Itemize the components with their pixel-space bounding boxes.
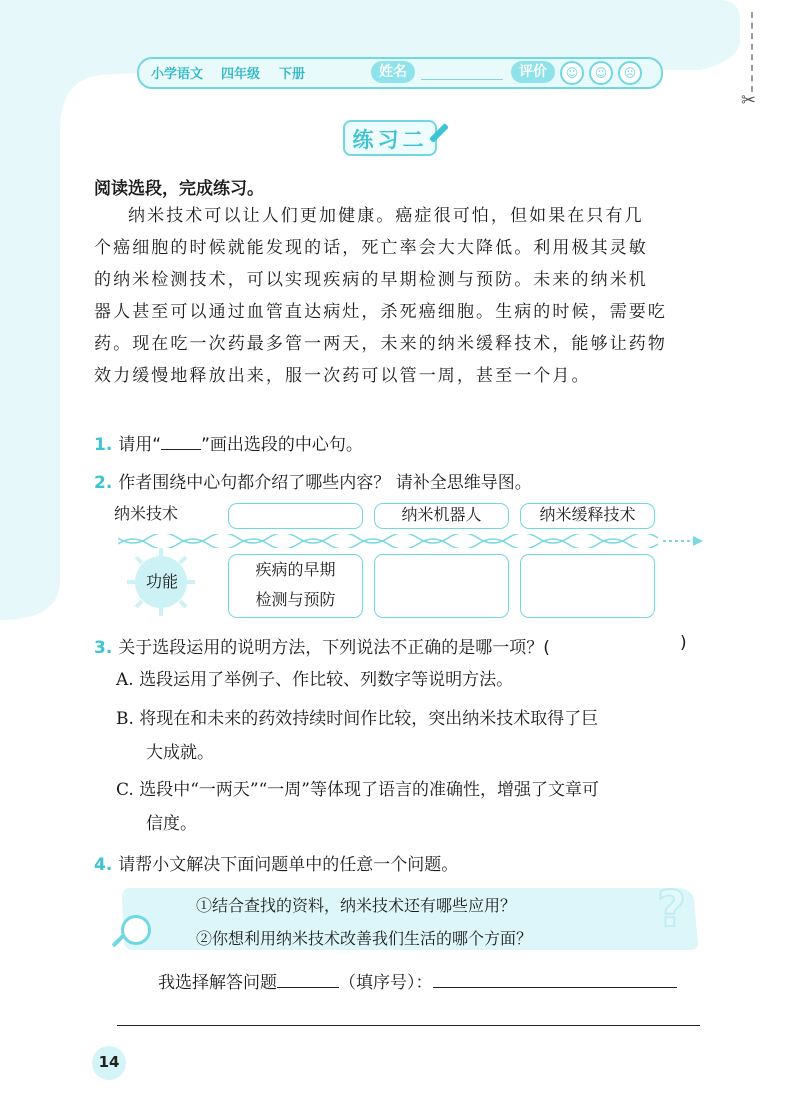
evaluation-label: 评价 [511,61,555,83]
passage [94,200,702,392]
mindmap-bottom-item [228,554,363,618]
passage-line: 个癌细胞的时候就能发现的话，死亡率会大大降低。利用极其灵敏 [94,238,648,258]
question-number: 4. [94,855,113,875]
mindmap-bottom-blank[interactable] [374,554,509,618]
header-bar [137,57,663,89]
question-text: 请用“ [118,435,162,455]
question-3 [94,633,694,658]
answer-blank[interactable] [433,971,677,988]
mindmap-root: 纳米技术 [114,504,179,523]
answer-line [158,968,677,993]
subject-label: 小学语文 [151,67,204,82]
option-c-continued: 信度。 [146,814,197,834]
grade-label: 四年级 [221,67,261,82]
answer-paren-close: ) [680,633,687,653]
mindmap-bottom-line: 检测与预防 [255,590,336,609]
sad-face-icon[interactable]: ☹ [618,61,642,85]
mindmap-bottom-blank[interactable] [520,554,655,618]
question-text: 请帮小文解决下面问题单中的任意一个问题。 [118,855,459,875]
problem-number-blank[interactable] [277,971,339,988]
question-number: 3. [94,638,113,658]
question-number: 1. [94,435,113,455]
question-text: ”画出选段的中心句。 [201,435,363,455]
answer-prefix: 我选择解答问题 [158,973,277,993]
passage-line: 药。现在吃一次药最多管一两天，未来的纳米缓释技术，能够让药物 [94,334,667,354]
question-number: 2. [94,473,113,493]
mindmap-top-item: 纳米机器人 [374,503,509,529]
instruction-text: 阅读选段，完成练习。 [94,179,264,199]
question-text: 关于选段运用的说明方法，下列说法不正确的是哪一项？( [118,638,550,658]
mind-map [110,498,700,623]
passage-line: 效力缓慢地释放出来，服一次药可以管一周，甚至一个月。 [94,366,591,386]
passage-line: 的纳米检测技术，可以实现疾病的早期检测与预防。未来的纳米机 [94,270,648,290]
scissors-icon: ✂ [741,90,757,111]
cut-line [751,12,753,92]
question-1 [94,430,363,455]
underline-sample [161,435,201,450]
question-mark-icon: ? [657,880,687,938]
mindmap-top-item: 纳米缓释技术 [520,503,655,529]
option-b-continued: 大成就。 [146,743,214,763]
name-label: 姓名 [371,61,415,83]
happy-face-icon[interactable]: ☺ [560,61,584,85]
question-4 [94,850,458,875]
magnifier-icon [121,915,151,945]
option-a[interactable]: A. 选段运用了举例子、作比较、列数字等说明方法。 [116,670,514,690]
option-c[interactable]: C. 选段中“一两天”“一周”等体现了语言的准确性，增强了文章可 [116,780,599,800]
mindmap-top-blank[interactable] [228,503,363,529]
smile-face-icon[interactable]: ☺ [589,61,613,85]
volume-label: 下册 [279,67,306,82]
exercise-title-box [343,120,437,156]
passage-line: 器人甚至可以通过血管直达病灶，杀死癌细胞。生病的时候，需要吃 [94,302,667,322]
function-label: 功能 [145,572,178,591]
page-number: 14 [98,1053,120,1071]
answer-middle: （填序号）： [339,973,433,993]
answer-writing-line[interactable] [117,1025,700,1026]
problem-2: ②你想利用纳米技术改善我们生活的哪个方面？ [196,929,533,948]
option-b[interactable]: B. 将现在和未来的药效持续时间作比较，突出纳米技术取得了巨 [116,709,599,729]
name-field[interactable] [421,79,503,80]
question-2 [94,468,532,493]
question-text: 作者围绕中心句都介绍了哪些内容？ 请补全思维导图。 [118,473,532,493]
problem-1: ①结合查找的资料，纳米技术还有哪些应用？ [196,896,517,915]
exercise-title: 练习二 [352,128,428,152]
passage-line: 纳米技术可以让人们更加健康。癌症很可怕，但如果在只有几 [128,206,644,226]
dna-connector [118,534,703,548]
mindmap-bottom-line: 疾病的早期 [255,560,336,579]
